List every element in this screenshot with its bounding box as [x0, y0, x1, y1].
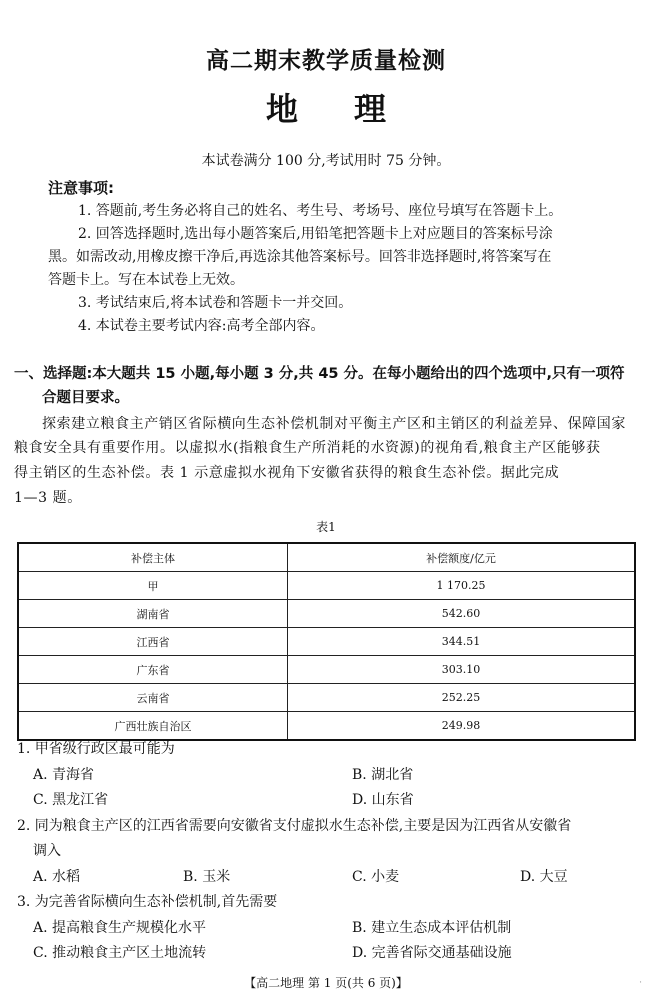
table-cell-amount: 542.60 [288, 600, 636, 628]
question-3-option-a: A. 提高粮食生产规模化水平 [33, 920, 207, 936]
table-cell-subject: 江西省 [18, 628, 288, 656]
exam-title: 高二期末教学质量检测 [206, 48, 446, 74]
table-cell-amount: 303.10 [288, 656, 636, 684]
table-row [18, 712, 635, 741]
question-1-option-c: C. 黑龙江省 [33, 792, 109, 808]
question-2-option-b: B. 玉米 [183, 869, 231, 885]
corner-mark: · [639, 978, 642, 988]
table-cell-amount: 1 170.25 [288, 572, 636, 600]
question-2-option-c: C. 小麦 [352, 869, 400, 885]
table-cell-subject: 湖南省 [18, 600, 288, 628]
passage-line-1: 探索建立粮食主产销区省际横向生态补偿机制对平衡主产区和主销区的利益差异、保障国家 [42, 416, 626, 432]
question-3-option-b: B. 建立生态成本评估机制 [352, 920, 512, 936]
subject-char-left: 地 [265, 90, 298, 128]
table-header-row [18, 543, 635, 572]
passage-line-2: 粮食安全具有重要作用。以虚拟水(指粮食生产所消耗的水资源)的视角看,粮食主产区能够获 [14, 440, 601, 456]
table-cell-amount: 252.25 [288, 684, 636, 712]
notice-line-4: 答题卡上。写在本试卷上无效。 [48, 272, 244, 288]
section-heading-line1: 一、选择题:本大题共 15 小题,每小题 3 分,共 45 分。在每小题给出的四个选项中,只有一项符 [14, 366, 625, 382]
question-3-option-d: D. 完善省际交通基础设施 [352, 945, 512, 961]
passage-line-3: 得主销区的生态补偿。表 1 示意虚拟水视角下安徽省获得的粮食生态补偿。据此完成 [14, 465, 560, 481]
table-row [18, 628, 635, 656]
compensation-table [17, 542, 636, 741]
table-row [18, 684, 635, 712]
table-header-cell: 补偿额度/亿元 [288, 543, 636, 572]
question-1-option-b: B. 湖北省 [352, 767, 414, 783]
table-caption: 表1 [316, 520, 336, 534]
question-1-stem: 1. 甲省级行政区最可能为 [17, 741, 175, 757]
page-footer: 【高二地理 第 1 页(共 6 页)】 [244, 976, 408, 990]
notice-line-6: 4. 本试卷主要考试内容:高考全部内容。 [78, 318, 325, 334]
table-row [18, 600, 635, 628]
question-1-option-d: D. 山东省 [352, 792, 414, 808]
table-row [18, 572, 635, 600]
table-row [18, 656, 635, 684]
table-cell-subject: 甲 [18, 572, 288, 600]
passage-line-4: 1—3 题。 [14, 490, 82, 506]
notice-line-1: 1. 答题前,考生务必将自己的姓名、考生号、考场号、座位号填写在答题卡上。 [78, 203, 563, 219]
question-2-option-d: D. 大豆 [520, 869, 568, 885]
notice-line-3: 黑。如需改动,用橡皮擦干净后,再选涂其他答案标号。回答非选择题时,将答案写在 [48, 249, 552, 265]
subject-char-right: 理 [354, 90, 387, 128]
question-2-option-a: A. 水稻 [33, 869, 81, 885]
question-3-option-c: C. 推动粮食主产区土地流转 [33, 945, 207, 961]
table-cell-subject: 云南省 [18, 684, 288, 712]
question-2-stem-line1: 2. 同为粮食主产区的江西省需要向安徽省支付虚拟水生态补偿,主要是因为江西省从安徽省 [17, 818, 572, 834]
table-header-cell: 补偿主体 [18, 543, 288, 572]
exam-info: 本试卷满分 100 分,考试用时 75 分钟。 [201, 153, 451, 169]
notice-line-5: 3. 考试结束后,将本试卷和答题卡一并交回。 [78, 295, 353, 311]
table-cell-subject: 广东省 [18, 656, 288, 684]
notice-title: 注意事项: [48, 179, 114, 197]
subject-title [0, 84, 652, 130]
question-1-option-a: A. 青海省 [33, 767, 95, 783]
table-cell-amount: 344.51 [288, 628, 636, 656]
question-3-stem: 3. 为完善省际横向生态补偿机制,首先需要 [17, 894, 278, 910]
table-cell-subject: 广西壮族自治区 [18, 712, 288, 741]
notice-line-2: 2. 回答选择题时,选出每小题答案后,用铅笔把答题卡上对应题目的答案标号涂 [78, 226, 553, 242]
table-cell-amount: 249.98 [288, 712, 636, 741]
question-2-stem-line2: 调入 [33, 843, 61, 859]
section-heading-line2: 合题目要求。 [42, 390, 129, 406]
